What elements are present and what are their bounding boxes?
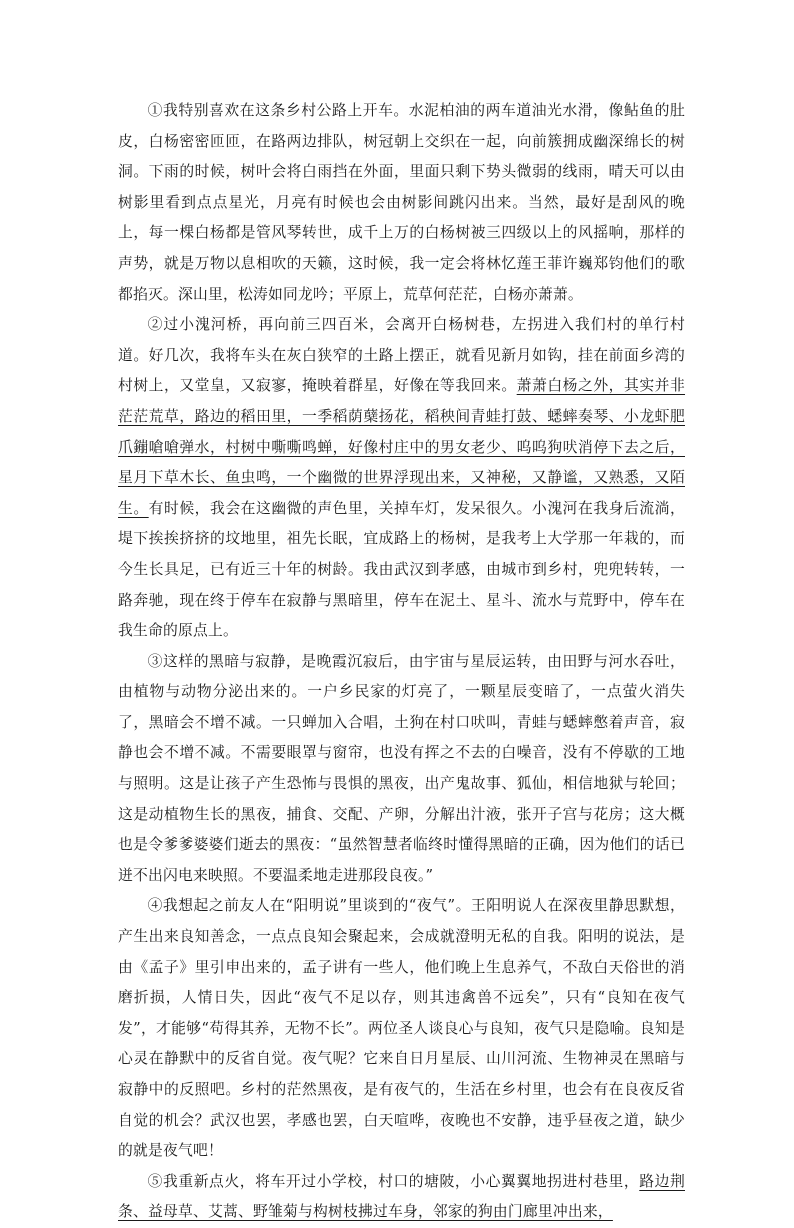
paragraph-5-text-start: ⑤我重新点火，将车开过小学校，村口的塘陂，小心翼翼地拐进村巷里， bbox=[147, 1172, 640, 1190]
paragraph-3 bbox=[118, 647, 685, 892]
paragraph-5-underlined-passage: 路边荆条、益母草、艾蒿、野雏菊与构树枝拂过车身，邻家的狗由门廊里冲出来， bbox=[118, 1172, 685, 1221]
paragraph-4-text: ④我想起之前友人在“阳明说”里谈到的“夜气”。王阳明说人在深夜里静思默想，产生出来良知善念，一点点良知会聚起来，会成就澄明无私的自我。阳明的说法，是由《孟子》里引申出来的，孟子讲有一些人，他们晚上生息养气，不敌白天俗世的消磨折损，人情日失，因此“夜气不足以存，则其违禽兽不远矣”，只有“良知在夜气发”，才能够“苟得其养，无物不长”。两位圣人谈良心与良知，夜气只是隐喻。良知是心灵在静默中的反省自觉。夜气呢？它来自日月星辰、山川河流、生物神灵在黑暗与寂静中的反照吧。乡村的茫然黑夜，是有夜气的，生活在乡村里，也会有在良夜反省自觉的机会？武汉也罢，孝感也罢，白天喧哗，夜晚也不安静，违乎昼夜之道，缺少的就是夜气吧！ bbox=[118, 897, 685, 1160]
paragraph-2-text-start: ②过小溾河桥，再向前三四百米，会离开白杨树巷，左拐进入我们村的单行村道。好几次，我将车头在灰白狭窄的土路上摆正，就看见新月如钩，挂在前面乡湾的村树上，又堂皇，又寂寥，掩映着群星，好像在等我回来。 bbox=[118, 316, 685, 395]
paragraph-5 bbox=[118, 1167, 685, 1228]
paragraph-2-text-end: 有时候，我会在这幽微的声色里，关掉车灯，发呆很久。小溾河在我身后流淌，堤下挨挨挤挤的坟地里，祖先长眠，宜成路上的杨树，是我考上大学那一年栽的，而今生长具足，已有近三十年的树龄。我由武汉到孝感，由城市到乡村，兜兜转转，一路奔驰，现在终于停车在寂静与黑暗里，停车在泥土、星斗、流水与荒野中，停车在我生命的原点上。 bbox=[118, 499, 685, 640]
paragraph-1 bbox=[118, 96, 685, 310]
paragraph-2 bbox=[118, 310, 685, 647]
paragraph-4 bbox=[118, 891, 685, 1166]
paragraph-3-text: ③这样的黑暗与寂静，是晚霞沉寂后，由宇宙与星辰运转，由田野与河水吞吐，由植物与动物分泌出来的。一户乡民家的灯亮了，一颗星辰变暗了，一点萤火消失了，黑暗会不增不减。一只蝉加入合唱，土狗在村口吠叫，青蛙与蟋蟀憋着声音，寂静也会不增不减。不需要眼罩与窗帘，也没有挥之不去的白噪音，没有不停歇的工地与照明。这是让孩子产生恐怖与畏惧的黑夜，出产鬼故事、狐仙，相信地狱与轮回；这是动植物生长的黑夜，捕食、交配、产卵，分解出汁液，张开子宫与花房；这大概也是令爹爹婆婆们逝去的黑夜：“虽然智慧者临终时懂得黑暗的正确，因为他们的话已迸不出闪电来映照。不要温柔地走进那段良夜。” bbox=[118, 652, 685, 884]
paragraph-2-underlined-passage: 萧萧白杨之外，其实并非茫茫荒草，路边的稻田里，一季稻荫蘖扬花，稻秧间青蛙打鼓、蟋蟀奏琴、小龙虾肥爪鏰嗆嗆弹水，村树中嘶嘶鸣蝉，好像村庄中的男女老少、呜呜狗吠消停下去之后，星月下草木长、鱼虫鸣，一个幽微的世界浮现出来，又神秘，又静谧，又熟悉，又陌生。 bbox=[118, 377, 686, 517]
document-page bbox=[118, 96, 685, 1228]
paragraph-1-text: ①我特别喜欢在这条乡村公路上开车。水泥柏油的两车道油光水滑，像鲇鱼的肚皮，白杨密密匝匝，在路两边排队，树冠朝上交织在一起，向前簇拥成幽深绵长的树洞。下雨的时候，树叶会将白雨挡在外面，里面只剩下势头微弱的线雨，晴天可以由树影里看到点点星光，月亮有时候也会由树影间跳闪出来。当然，最好是刮风的晚上，每一棵白杨都是管风琴转世，成千上万的白杨树被三四级以上的风摇响，那样的声势，就是万物以息相吹的天籁，这时候，我一定会将林忆莲王菲许巍郑钧他们的歌都掐灭。深山里，松涛如同龙吟；平原上，荒草何茫茫，白杨亦萧萧。 bbox=[118, 102, 685, 303]
